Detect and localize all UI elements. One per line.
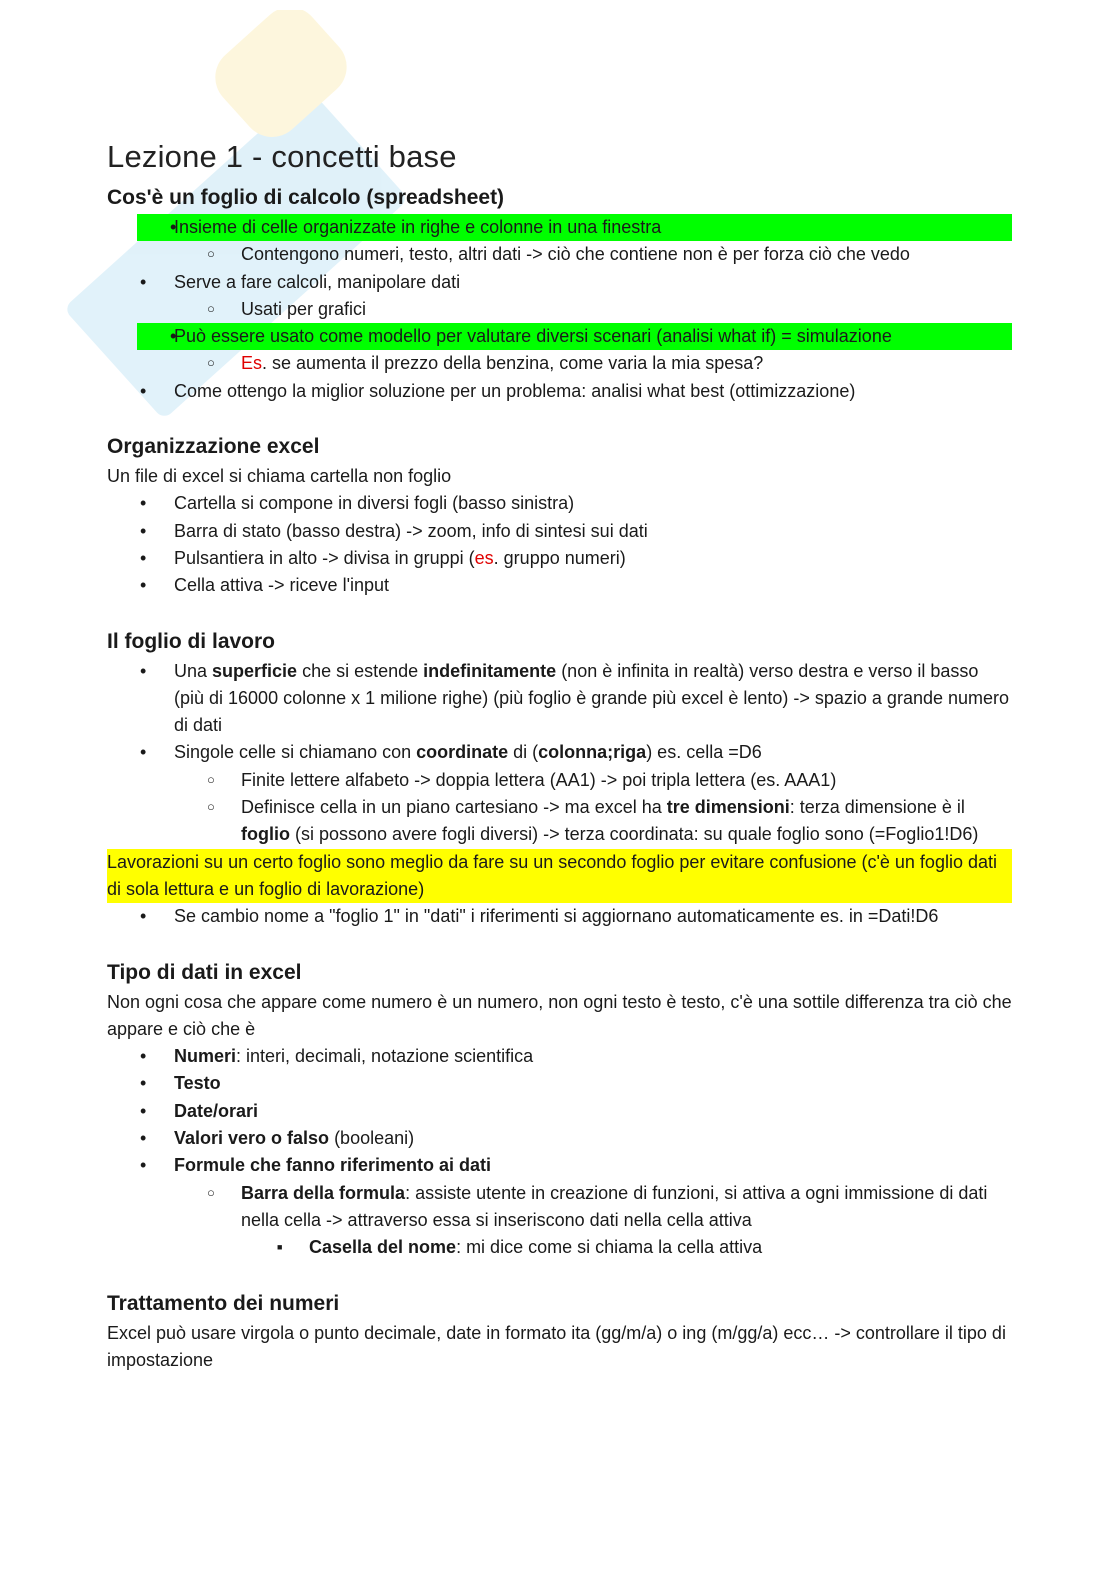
list-item <box>107 1125 1012 1152</box>
section-intro: Un file di excel si chiama cartella non foglio <box>107 466 452 487</box>
list-item <box>107 545 1012 572</box>
list-item-text: . se aumenta il prezzo della benzina, come varia la mia spesa? <box>262 353 764 374</box>
list-item <box>107 658 1012 740</box>
section-intro: Excel può usare virgola o punto decimale, date in formato ita (gg/m/a) o ing (m/gg/a) ecc… -> controllare il tipo di impostazione <box>107 1322 1006 1370</box>
highlighted-note: Lavorazioni su un certo foglio sono meglio da fare su un secondo foglio per evitare confusione (c'è un foglio dati di sola lettura e un foglio di lavorazione) <box>107 849 1012 904</box>
list-item-text: di ( <box>508 742 539 763</box>
foglio-lavoro-list-cont <box>107 903 1012 930</box>
list-item <box>107 1098 1012 1125</box>
section-heading-organizzazione: Organizzazione excel <box>107 435 320 459</box>
list-item: • Serve a fare calcoli, manipolare dati <box>107 269 1012 296</box>
bold-term: indefinitamente <box>423 660 557 681</box>
section-heading-tipo-dati: Tipo di dati in excel <box>107 960 302 984</box>
page-title: Lezione 1 - concetti base <box>107 139 457 174</box>
bold-term: tre dimensioni <box>666 797 790 818</box>
list-item: • Se cambio nome a "foglio 1" in "dati" i riferimenti si aggiornano automaticamente es. in =Dati!D6 <box>107 903 1012 930</box>
sub-list-item: ○ Usati per grafici <box>107 296 1012 323</box>
document-page <box>107 136 1012 1374</box>
foglio-lavoro-list <box>107 658 1012 849</box>
list-item <box>107 1070 1012 1097</box>
list-item: • Barra di stato (basso destra) -> zoom, info di sintesi sui dati <box>107 518 1012 545</box>
sub-list-item <box>107 1180 1012 1235</box>
list-item-text: Singole celle si chiamano con <box>174 742 417 763</box>
bold-term: Valori vero o falso <box>174 1128 330 1149</box>
list-item-text: Definisce cella in un piano cartesiano -> ma excel ha <box>241 797 667 818</box>
sub-list-item <box>107 350 1012 377</box>
list-item <box>107 1152 1012 1179</box>
section-heading-spreadsheet: Cos'è un foglio di calcolo (spreadsheet) <box>107 186 505 209</box>
list-item-text: : interi, decimali, notazione scientifica <box>236 1046 534 1067</box>
list-item-text: (booleani) <box>329 1128 415 1149</box>
bold-term: Formule che fanno riferimento ai dati <box>174 1155 492 1176</box>
bold-term: Barra della formula <box>241 1182 406 1203</box>
list-item-text: (non è infinita in realtà) verso destra e verso il basso (più di 16000 colonne x 1 milione righe) (più foglio è grande più excel è lento) -> spazio a grande numero di dati <box>174 660 1010 736</box>
bold-term: Testo <box>174 1073 221 1094</box>
tipo-dati-list <box>107 1043 1012 1261</box>
list-item-text: (si possono avere fogli diversi) -> terza coordinata: su quale foglio sono (=Foglio1!D6) <box>289 824 979 845</box>
list-item-text: che si estende <box>297 660 424 681</box>
list-item-text: : terza dimensione è il <box>789 797 965 818</box>
list-item <box>107 739 1012 766</box>
sub-list-item: ○ Contengono numeri, testo, altri dati -> ciò che contiene non è per forza ciò che vedo <box>107 241 1012 268</box>
list-item-text: : assiste utente in creazione di funzioni, si attiva a ogni immissione di dati nella cella -> attraverso essa si inseriscono dati nella cella attiva <box>241 1182 988 1230</box>
list-item: • Cartella si compone in diversi fogli (basso sinistra) <box>107 490 1012 517</box>
sub-list-item: ○ Finite lettere alfabeto -> doppia lettera (AA1) -> poi tripla lettera (es. AAA1) <box>107 767 1012 794</box>
section-intro: Non ogni cosa che appare come numero è un numero, non ogni testo è testo, c'è una sottile differenza tra ciò che appare e ciò che è <box>107 991 1012 1039</box>
sub-sub-list-item <box>107 1234 1012 1261</box>
spreadsheet-list <box>107 214 1012 405</box>
section-heading-trattamento-numeri: Trattamento dei numeri <box>107 1291 340 1315</box>
list-item-text: : mi dice come si chiama la cella attiva <box>456 1237 763 1258</box>
list-item: • Cella attiva -> riceve l'input <box>107 572 1012 599</box>
list-item-text: . gruppo numeri) <box>493 547 626 568</box>
bold-term: coordinate <box>416 742 509 763</box>
organizzazione-list <box>107 490 1012 599</box>
list-item <box>107 1043 1012 1070</box>
bold-term: Numeri <box>174 1046 237 1067</box>
list-item: • Può essere usato come modello per valutare diversi scenari (analisi what if) = simulazione <box>137 323 1012 350</box>
example-marker: es <box>474 547 494 568</box>
bold-term: colonna;riga <box>538 742 647 763</box>
list-item-text: ) es. cella =D6 <box>646 742 762 763</box>
example-marker: Es <box>241 353 263 374</box>
list-item: • Come ottengo la miglior soluzione per un problema: analisi what best (ottimizzazione) <box>107 378 1012 405</box>
list-item: • Insieme di celle organizzate in righe e colonne in una finestra <box>137 214 1012 241</box>
bold-term: Date/orari <box>174 1100 259 1121</box>
sub-list-item <box>107 794 1012 849</box>
bold-term: superficie <box>212 660 298 681</box>
list-item-text: Pulsantiera in alto -> divisa in gruppi ( <box>174 547 475 568</box>
bold-term: foglio <box>241 824 290 845</box>
section-heading-foglio-lavoro: Il foglio di lavoro <box>107 629 275 653</box>
list-item-text: Una <box>174 660 213 681</box>
bold-term: Casella del nome <box>309 1237 457 1258</box>
